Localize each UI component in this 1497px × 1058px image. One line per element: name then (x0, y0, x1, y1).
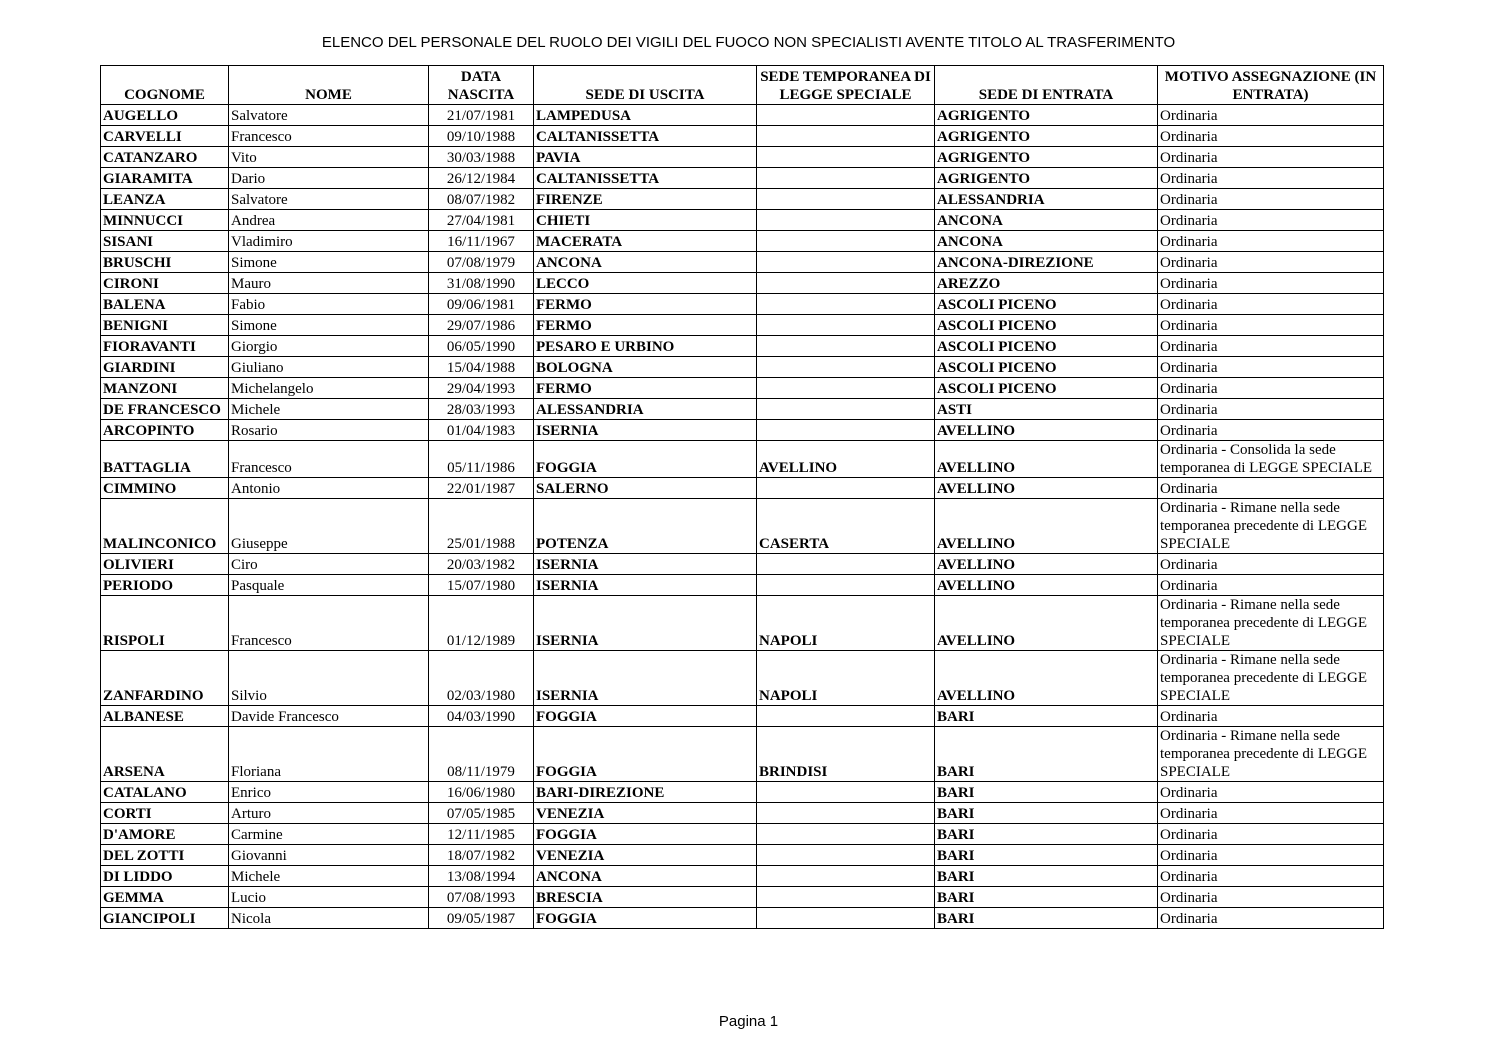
sede-temporanea-cell (757, 420, 935, 441)
nome-cell: Nicola (229, 908, 429, 929)
table-row (101, 231, 1384, 252)
table-row (101, 357, 1384, 378)
table-row (101, 420, 1384, 441)
nome-cell: Simone (229, 315, 429, 336)
sede-uscita-cell: VENEZIA (534, 803, 757, 824)
sede-temporanea-cell: NAPOLI (757, 651, 935, 706)
data-nascita-cell: 31/08/1990 (429, 273, 534, 294)
cognome-cell: CARVELLI (101, 126, 229, 147)
sede-entrata-cell: AVELLINO (935, 420, 1158, 441)
nome-cell: Silvio (229, 651, 429, 706)
motivo-cell: Ordinaria (1158, 126, 1384, 147)
nome-cell: Michele (229, 399, 429, 420)
nome-cell: Simone (229, 252, 429, 273)
data-nascita-cell: 02/03/1980 (429, 651, 534, 706)
sede-temporanea-cell (757, 126, 935, 147)
table-row (101, 399, 1384, 420)
sede-temporanea-cell (757, 782, 935, 803)
nome-cell: Mauro (229, 273, 429, 294)
data-nascita-cell: 15/07/1980 (429, 575, 534, 596)
motivo-cell: Ordinaria - Rimane nella sede temporanea precedente di LEGGE SPECIALE (1158, 651, 1384, 706)
motivo-cell: Ordinaria (1158, 294, 1384, 315)
sede-temporanea-cell (757, 210, 935, 231)
cognome-cell: GEMMA (101, 887, 229, 908)
data-nascita-cell: 01/12/1989 (429, 596, 534, 651)
sede-entrata-cell: AGRIGENTO (935, 168, 1158, 189)
sede-uscita-cell: FOGGIA (534, 908, 757, 929)
sede-uscita-cell: FOGGIA (534, 824, 757, 845)
motivo-cell: Ordinaria (1158, 866, 1384, 887)
sede-entrata-cell: AVELLINO (935, 499, 1158, 554)
sede-temporanea-cell (757, 378, 935, 399)
sede-temporanea-cell (757, 357, 935, 378)
sede-uscita-cell: CALTANISSETTA (534, 126, 757, 147)
motivo-cell: Ordinaria (1158, 575, 1384, 596)
sede-uscita-cell: ALESSANDRIA (534, 399, 757, 420)
cognome-cell: MINNUCCI (101, 210, 229, 231)
data-nascita-cell: 29/07/1986 (429, 315, 534, 336)
motivo-cell: Ordinaria (1158, 706, 1384, 727)
cognome-cell: CATALANO (101, 782, 229, 803)
sede-uscita-cell: BOLOGNA (534, 357, 757, 378)
table-row (101, 315, 1384, 336)
sede-temporanea-cell (757, 803, 935, 824)
sede-entrata-cell: BARI (935, 803, 1158, 824)
table-row (101, 273, 1384, 294)
data-nascita-cell: 09/10/1988 (429, 126, 534, 147)
sede-entrata-cell: AVELLINO (935, 554, 1158, 575)
cognome-cell: MANZONI (101, 378, 229, 399)
nome-cell: Salvatore (229, 189, 429, 210)
data-nascita-cell: 07/08/1993 (429, 887, 534, 908)
cognome-cell: BENIGNI (101, 315, 229, 336)
sede-uscita-cell: MACERATA (534, 231, 757, 252)
sede-temporanea-cell (757, 315, 935, 336)
motivo-cell: Ordinaria (1158, 478, 1384, 499)
motivo-cell: Ordinaria (1158, 315, 1384, 336)
nome-cell: Enrico (229, 782, 429, 803)
sede-uscita-cell: ISERNIA (534, 420, 757, 441)
cognome-cell: CATANZARO (101, 147, 229, 168)
cognome-cell: ZANFARDINO (101, 651, 229, 706)
cognome-cell: ALBANESE (101, 706, 229, 727)
sede-entrata-cell: BARI (935, 866, 1158, 887)
data-nascita-cell: 09/06/1981 (429, 294, 534, 315)
column-header-motivo: MOTIVO ASSEGNAZIONE (IN ENTRATA) (1158, 66, 1384, 105)
sede-uscita-cell: BRESCIA (534, 887, 757, 908)
motivo-cell: Ordinaria (1158, 336, 1384, 357)
sede-entrata-cell: AVELLINO (935, 478, 1158, 499)
sede-entrata-cell: BARI (935, 824, 1158, 845)
nome-cell: Antonio (229, 478, 429, 499)
table-body (101, 105, 1384, 929)
nome-cell: Michelangelo (229, 378, 429, 399)
sede-entrata-cell: ASCOLI PICENO (935, 378, 1158, 399)
table-row (101, 651, 1384, 706)
sede-uscita-cell: BARI-DIREZIONE (534, 782, 757, 803)
cognome-cell: DE FRANCESCO (101, 399, 229, 420)
sede-uscita-cell: VENEZIA (534, 845, 757, 866)
motivo-cell: Ordinaria (1158, 357, 1384, 378)
column-header-sede-entrata: SEDE DI ENTRATA (935, 66, 1158, 105)
table-row (101, 866, 1384, 887)
sede-temporanea-cell (757, 824, 935, 845)
cognome-cell: GIANCIPOLI (101, 908, 229, 929)
table-row (101, 803, 1384, 824)
data-nascita-cell: 04/03/1990 (429, 706, 534, 727)
nome-cell: Giuliano (229, 357, 429, 378)
nome-cell: Dario (229, 168, 429, 189)
nome-cell: Ciro (229, 554, 429, 575)
table-row (101, 824, 1384, 845)
table-row (101, 727, 1384, 782)
sede-uscita-cell: ANCONA (534, 252, 757, 273)
motivo-cell: Ordinaria (1158, 420, 1384, 441)
sede-uscita-cell: FIRENZE (534, 189, 757, 210)
data-nascita-cell: 29/04/1993 (429, 378, 534, 399)
data-nascita-cell: 26/12/1984 (429, 168, 534, 189)
sede-temporanea-cell (757, 399, 935, 420)
sede-temporanea-cell (757, 105, 935, 126)
data-nascita-cell: 20/03/1982 (429, 554, 534, 575)
sede-temporanea-cell: AVELLINO (757, 441, 935, 478)
cognome-cell: ARSENA (101, 727, 229, 782)
sede-entrata-cell: ASCOLI PICENO (935, 357, 1158, 378)
column-header-nome: NOME (229, 66, 429, 105)
motivo-cell: Ordinaria (1158, 782, 1384, 803)
nome-cell: Arturo (229, 803, 429, 824)
sede-uscita-cell: LECCO (534, 273, 757, 294)
sede-entrata-cell: BARI (935, 727, 1158, 782)
table-row (101, 908, 1384, 929)
sede-temporanea-cell (757, 147, 935, 168)
sede-temporanea-cell (757, 231, 935, 252)
sede-temporanea-cell (757, 866, 935, 887)
sede-entrata-cell: AGRIGENTO (935, 105, 1158, 126)
cognome-cell: SISANI (101, 231, 229, 252)
data-nascita-cell: 25/01/1988 (429, 499, 534, 554)
sede-entrata-cell: AREZZO (935, 273, 1158, 294)
table-row (101, 126, 1384, 147)
cognome-cell: D'AMORE (101, 824, 229, 845)
nome-cell: Vito (229, 147, 429, 168)
nome-cell: Lucio (229, 887, 429, 908)
data-nascita-cell: 05/11/1986 (429, 441, 534, 478)
nome-cell: Andrea (229, 210, 429, 231)
sede-uscita-cell: ISERNIA (534, 651, 757, 706)
data-nascita-cell: 08/07/1982 (429, 189, 534, 210)
sede-uscita-cell: LAMPEDUSA (534, 105, 757, 126)
cognome-cell: AUGELLO (101, 105, 229, 126)
column-header-sede-temporanea: SEDE TEMPORANEA DI LEGGE SPECIALE (757, 66, 935, 105)
sede-entrata-cell: AVELLINO (935, 651, 1158, 706)
page-footer: Pagina 1 (718, 1013, 779, 1030)
sede-temporanea-cell (757, 575, 935, 596)
sede-entrata-cell: ALESSANDRIA (935, 189, 1158, 210)
nome-cell: Salvatore (229, 105, 429, 126)
motivo-cell: Ordinaria (1158, 399, 1384, 420)
motivo-cell: Ordinaria - Rimane nella sede temporanea precedente di LEGGE SPECIALE (1158, 727, 1384, 782)
nome-cell: Vladimiro (229, 231, 429, 252)
data-nascita-cell: 07/08/1979 (429, 252, 534, 273)
cognome-cell: ARCOPINTO (101, 420, 229, 441)
nome-cell: Davide Francesco (229, 706, 429, 727)
sede-entrata-cell: AVELLINO (935, 575, 1158, 596)
sede-entrata-cell: AGRIGENTO (935, 126, 1158, 147)
column-header-data-nascita: DATA NASCITA (429, 66, 534, 105)
sede-temporanea-cell (757, 336, 935, 357)
motivo-cell: Ordinaria - Rimane nella sede temporanea precedente di LEGGE SPECIALE (1158, 596, 1384, 651)
cognome-cell: BALENA (101, 294, 229, 315)
data-nascita-cell: 01/04/1983 (429, 420, 534, 441)
cognome-cell: FIORAVANTI (101, 336, 229, 357)
motivo-cell: Ordinaria (1158, 231, 1384, 252)
personnel-table (100, 65, 1384, 929)
data-nascita-cell: 27/04/1981 (429, 210, 534, 231)
sede-temporanea-cell (757, 252, 935, 273)
cognome-cell: GIARAMITA (101, 168, 229, 189)
data-nascita-cell: 07/05/1985 (429, 803, 534, 824)
cognome-cell: MALINCONICO (101, 499, 229, 554)
sede-entrata-cell: BARI (935, 782, 1158, 803)
nome-cell: Carmine (229, 824, 429, 845)
motivo-cell: Ordinaria (1158, 168, 1384, 189)
data-nascita-cell: 16/06/1980 (429, 782, 534, 803)
sede-entrata-cell: ASCOLI PICENO (935, 315, 1158, 336)
sede-uscita-cell: ISERNIA (534, 575, 757, 596)
sede-entrata-cell: BARI (935, 887, 1158, 908)
data-nascita-cell: 16/11/1967 (429, 231, 534, 252)
sede-temporanea-cell (757, 554, 935, 575)
sede-temporanea-cell: NAPOLI (757, 596, 935, 651)
sede-uscita-cell: ANCONA (534, 866, 757, 887)
table-header-row (101, 66, 1384, 105)
motivo-cell: Ordinaria - Consolida la sede temporanea di LEGGE SPECIALE (1158, 441, 1384, 478)
motivo-cell: Ordinaria - Rimane nella sede temporanea precedente di LEGGE SPECIALE (1158, 499, 1384, 554)
cognome-cell: LEANZA (101, 189, 229, 210)
table-row (101, 596, 1384, 651)
data-nascita-cell: 21/07/1981 (429, 105, 534, 126)
sede-temporanea-cell (757, 845, 935, 866)
motivo-cell: Ordinaria (1158, 824, 1384, 845)
table-row (101, 147, 1384, 168)
sede-entrata-cell: BARI (935, 706, 1158, 727)
sede-uscita-cell: FERMO (534, 378, 757, 399)
sede-temporanea-cell (757, 706, 935, 727)
table-row (101, 554, 1384, 575)
sede-entrata-cell: AVELLINO (935, 441, 1158, 478)
sede-temporanea-cell (757, 294, 935, 315)
motivo-cell: Ordinaria (1158, 273, 1384, 294)
table-row (101, 210, 1384, 231)
sede-entrata-cell: ASTI (935, 399, 1158, 420)
motivo-cell: Ordinaria (1158, 105, 1384, 126)
table-row (101, 478, 1384, 499)
sede-temporanea-cell: BRINDISI (757, 727, 935, 782)
sede-entrata-cell: AGRIGENTO (935, 147, 1158, 168)
cognome-cell: CIRONI (101, 273, 229, 294)
sede-uscita-cell: FERMO (534, 294, 757, 315)
sede-uscita-cell: CHIETI (534, 210, 757, 231)
sede-uscita-cell: ISERNIA (534, 554, 757, 575)
cognome-cell: DEL ZOTTI (101, 845, 229, 866)
table-row (101, 294, 1384, 315)
cognome-cell: GIARDINI (101, 357, 229, 378)
nome-cell: Francesco (229, 596, 429, 651)
table-row (101, 168, 1384, 189)
data-nascita-cell: 08/11/1979 (429, 727, 534, 782)
motivo-cell: Ordinaria (1158, 845, 1384, 866)
nome-cell: Giuseppe (229, 499, 429, 554)
sede-entrata-cell: ASCOLI PICENO (935, 294, 1158, 315)
nome-cell: Giovanni (229, 845, 429, 866)
table-row (101, 189, 1384, 210)
data-nascita-cell: 06/05/1990 (429, 336, 534, 357)
table-row (101, 499, 1384, 554)
column-header-cognome: COGNOME (101, 66, 229, 105)
table-row (101, 782, 1384, 803)
motivo-cell: Ordinaria (1158, 189, 1384, 210)
sede-temporanea-cell (757, 273, 935, 294)
sede-entrata-cell: AVELLINO (935, 596, 1158, 651)
motivo-cell: Ordinaria (1158, 554, 1384, 575)
cognome-cell: BRUSCHI (101, 252, 229, 273)
motivo-cell: Ordinaria (1158, 378, 1384, 399)
sede-entrata-cell: ANCONA (935, 210, 1158, 231)
motivo-cell: Ordinaria (1158, 887, 1384, 908)
sede-uscita-cell: FOGGIA (534, 441, 757, 478)
cognome-cell: OLIVIERI (101, 554, 229, 575)
motivo-cell: Ordinaria (1158, 908, 1384, 929)
sede-temporanea-cell (757, 478, 935, 499)
cognome-cell: DI LIDDO (101, 866, 229, 887)
sede-uscita-cell: POTENZA (534, 499, 757, 554)
motivo-cell: Ordinaria (1158, 803, 1384, 824)
sede-temporanea-cell (757, 908, 935, 929)
data-nascita-cell: 30/03/1988 (429, 147, 534, 168)
table-row (101, 336, 1384, 357)
nome-cell: Francesco (229, 441, 429, 478)
sede-uscita-cell: FOGGIA (534, 706, 757, 727)
cognome-cell: PERIODO (101, 575, 229, 596)
nome-cell: Francesco (229, 126, 429, 147)
motivo-cell: Ordinaria (1158, 147, 1384, 168)
table-row (101, 105, 1384, 126)
data-nascita-cell: 12/11/1985 (429, 824, 534, 845)
data-nascita-cell: 18/07/1982 (429, 845, 534, 866)
sede-temporanea-cell: CASERTA (757, 499, 935, 554)
table-row (101, 887, 1384, 908)
cognome-cell: CORTI (101, 803, 229, 824)
data-nascita-cell: 15/04/1988 (429, 357, 534, 378)
nome-cell: Michele (229, 866, 429, 887)
sede-temporanea-cell (757, 887, 935, 908)
sede-uscita-cell: FOGGIA (534, 727, 757, 782)
table-row (101, 706, 1384, 727)
nome-cell: Rosario (229, 420, 429, 441)
sede-temporanea-cell (757, 168, 935, 189)
nome-cell: Floriana (229, 727, 429, 782)
table-row (101, 378, 1384, 399)
sede-entrata-cell: ANCONA-DIREZIONE (935, 252, 1158, 273)
data-nascita-cell: 09/05/1987 (429, 908, 534, 929)
sede-entrata-cell: ASCOLI PICENO (935, 336, 1158, 357)
data-nascita-cell: 22/01/1987 (429, 478, 534, 499)
motivo-cell: Ordinaria (1158, 210, 1384, 231)
cognome-cell: RISPOLI (101, 596, 229, 651)
nome-cell: Giorgio (229, 336, 429, 357)
table-row (101, 252, 1384, 273)
sede-entrata-cell: BARI (935, 845, 1158, 866)
sede-temporanea-cell (757, 189, 935, 210)
data-nascita-cell: 13/08/1994 (429, 866, 534, 887)
nome-cell: Fabio (229, 294, 429, 315)
table-row (101, 441, 1384, 478)
column-header-sede-uscita: SEDE DI USCITA (534, 66, 757, 105)
sede-uscita-cell: PAVIA (534, 147, 757, 168)
nome-cell: Pasquale (229, 575, 429, 596)
sede-uscita-cell: SALERNO (534, 478, 757, 499)
sede-uscita-cell: ISERNIA (534, 596, 757, 651)
cognome-cell: CIMMINO (101, 478, 229, 499)
cognome-cell: BATTAGLIA (101, 441, 229, 478)
sede-uscita-cell: FERMO (534, 315, 757, 336)
sede-uscita-cell: CALTANISSETTA (534, 168, 757, 189)
sede-entrata-cell: BARI (935, 908, 1158, 929)
page-title: ELENCO DEL PERSONALE DEL RUOLO DEI VIGILI DEL FUOCO NON SPECIALISTI AVENTE TITOLO AL TRASFERIMENTO (321, 34, 1176, 51)
sede-entrata-cell: ANCONA (935, 231, 1158, 252)
table-row (101, 845, 1384, 866)
motivo-cell: Ordinaria (1158, 252, 1384, 273)
table-row (101, 575, 1384, 596)
data-nascita-cell: 28/03/1993 (429, 399, 534, 420)
sede-uscita-cell: PESARO E URBINO (534, 336, 757, 357)
